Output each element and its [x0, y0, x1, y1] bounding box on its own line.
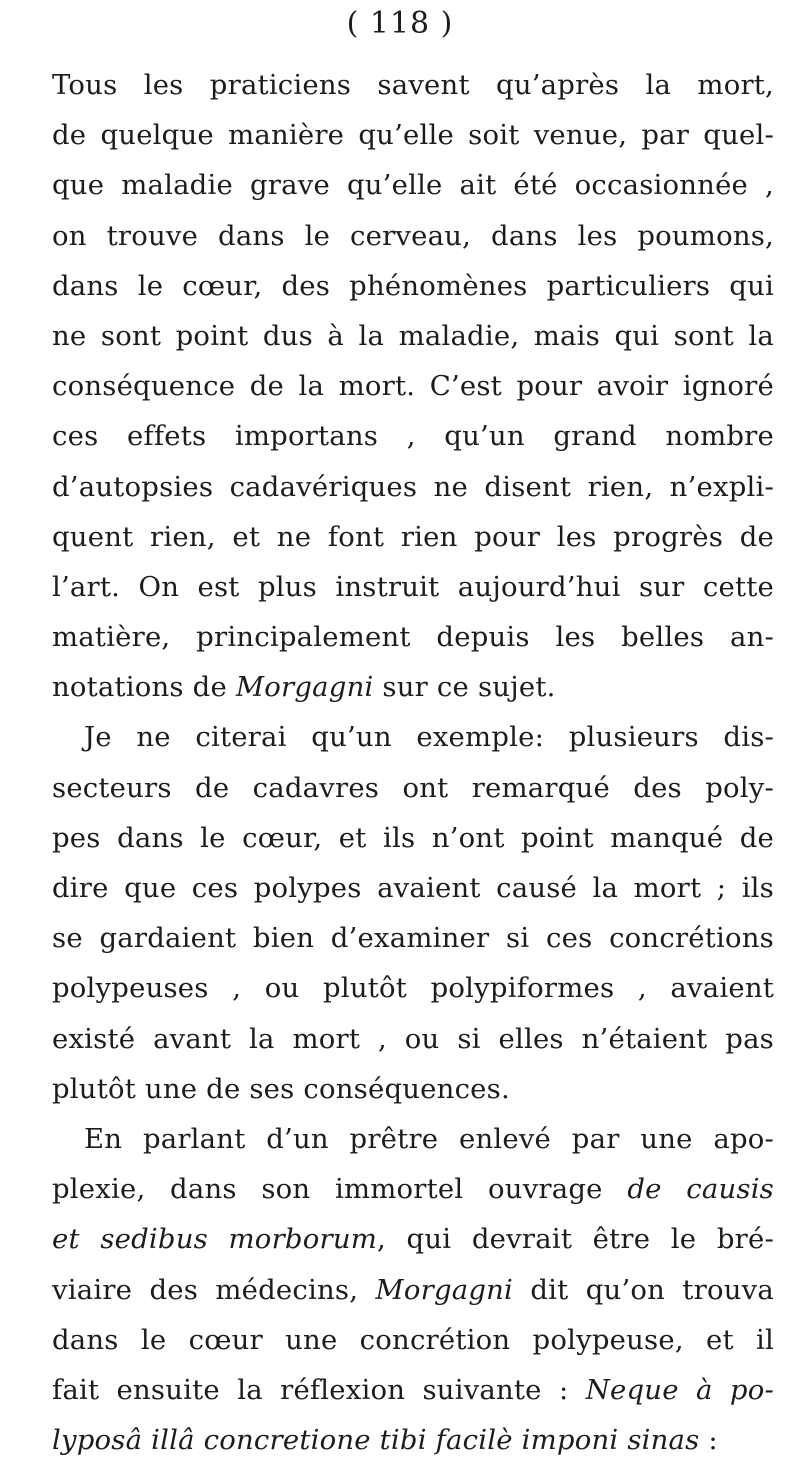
text-line: dans le cœur une concrétion polypeuse, et il [52, 1323, 774, 1356]
work-title-italic: de causis [627, 1173, 775, 1206]
text-line: pes dans le cœur, et ils n’ont point manqué de [52, 821, 774, 854]
text-line: d’autopsies cadavériques ne disent rien, n’expli- [52, 470, 774, 503]
text-line: quent rien, et ne font rien pour les progrès de [52, 520, 774, 553]
latin-quote-italic: Neque à po- [585, 1373, 774, 1406]
text-line: plutôt une de ses conséquences. [52, 1072, 510, 1105]
text-line: polypeuses , ou plutôt polypiformes , avaient [52, 972, 774, 1005]
text-line: existé avant la mort , ou si elles n’étaient pas [52, 1022, 774, 1055]
author-name-italic: Morgagni [235, 671, 374, 704]
text-line: ces effets importans , qu’un grand nombre [52, 420, 774, 453]
work-title-italic: et sedibus morborum [52, 1223, 378, 1256]
text-line: En parlant d’un prêtre enlevé par une apo- [84, 1122, 774, 1155]
body-text [52, 60, 774, 1465]
text-line: Tous les praticiens savent qu’après la mort, [52, 69, 774, 101]
text-line: dire que ces polypes avaient causé la mort ; ils [52, 872, 774, 904]
text-line: lyposâ illâ concretione tibi facilè imponi sinas : [52, 1424, 718, 1457]
page-number: ( 118 ) [346, 6, 454, 41]
text-line: plexie, dans son immortel ouvrage de causis [52, 1173, 775, 1206]
text-line: on trouve dans le cerveau, dans les poumons, [52, 219, 774, 252]
author-name-italic: Morgagni [375, 1273, 514, 1306]
text-line: et sedibus morborum, qui devrait être le bré- [52, 1223, 774, 1256]
text-line: ne sont point dus à la maladie, mais qui sont la [52, 319, 774, 352]
latin-quote-italic: lyposâ illâ concretione tibi facilè imponi sinas [52, 1424, 700, 1457]
text-line: notations de Morgagni sur ce sujet. [52, 671, 556, 704]
text-line: matière, principalement depuis les belles an- [52, 621, 774, 654]
text-line: se gardaient bien d’examiner si ces concrétions [52, 922, 774, 955]
text-line: dans le cœur, des phénomènes particuliers qui [52, 269, 774, 302]
text-line: l’art. On est plus instruit aujourd’hui sur cette [52, 570, 774, 603]
text-line: que maladie grave qu’elle ait été occasionnée , [52, 169, 774, 202]
text-line: de quelque manière qu’elle soit venue, par quel- [52, 119, 774, 152]
text-line: secteurs de cadavres ont remarqué des poly- [52, 771, 774, 804]
text-line: fait ensuite la réflexion suivante : Neque à po- [52, 1373, 774, 1406]
text-line: conséquence de la mort. C’est pour avoir ignoré [52, 370, 774, 403]
text-line: viaire des médecins, Morgagni dit qu’on trouva [52, 1273, 774, 1306]
text-line: Je ne citerai qu’un exemple: plusieurs dis- [84, 721, 774, 754]
